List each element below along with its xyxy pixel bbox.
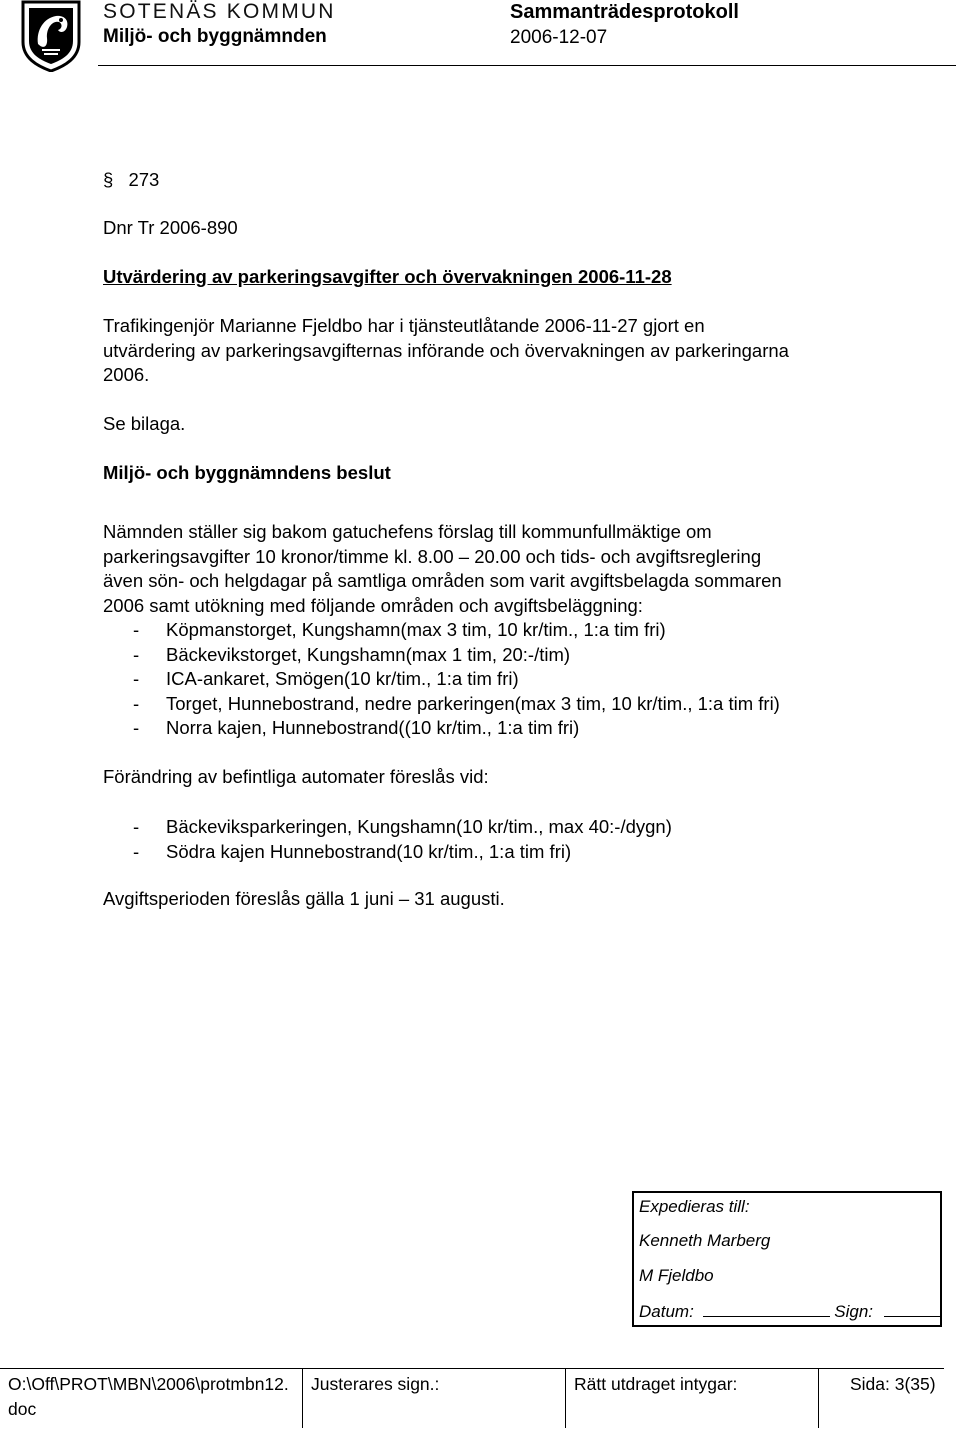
diary-number: Dnr Tr 2006-890 [103, 217, 238, 238]
page-footer [0, 1368, 960, 1430]
list-dash: - [133, 816, 140, 837]
dispatch-box [632, 1191, 942, 1327]
municipal-coat-of-arms-icon [20, 0, 82, 72]
paragraph-symbol: § [103, 169, 114, 190]
list-item-text: Köpmanstorget, Kungshamn(max 3 tim, 10 kr/tim., 1:a tim fri) [166, 619, 666, 640]
decision-line: Nämnden ställer sig bakom gatuchefens förslag till kommunfullmäktige om [103, 521, 712, 542]
footer-top-border [0, 1368, 944, 1369]
intro-line: utvärdering av parkeringsavgifternas införande och övervakningen av parkeringarna [103, 339, 789, 361]
verify-signature-label: Justerares sign.: [311, 1374, 440, 1394]
change-heading: Förändring av befintliga automater föreslås vid: [103, 766, 489, 787]
fee-period: Avgiftsperioden föreslås gälla 1 juni – 31 augusti. [103, 888, 505, 909]
file-path-line: doc [8, 1399, 37, 1419]
section-title: Utvärdering av parkeringsavgifter och övervakningen 2006-11-28 [103, 266, 672, 287]
dispatch-heading: Expedieras till: [639, 1197, 750, 1216]
list-dash: - [133, 717, 140, 738]
meeting-date: 2006-12-07 [510, 27, 608, 48]
list-item-text: Bäckeviksparkeringen, Kungshamn(10 kr/tim., max 40:-/dygn) [166, 816, 672, 837]
footer-divider [818, 1368, 819, 1428]
header-divider [98, 65, 956, 66]
list-dash: - [133, 668, 140, 689]
date-label: Datum: [639, 1302, 694, 1321]
section-number-value: 273 [128, 169, 160, 190]
decision-heading: Miljö- och byggnämndens beslut [103, 462, 391, 483]
dispatch-signoff-row [639, 1300, 940, 1322]
list-dash: - [133, 692, 140, 714]
decision-paragraph [103, 520, 782, 618]
footer-divider [302, 1368, 303, 1428]
section-number [103, 168, 159, 193]
dispatch-recipient: M Fjeldbo [639, 1266, 714, 1285]
list-item-text: Torget, Hunnebostrand, nedre parkeringen(max 3 tim, 10 kr/tim., 1:a tim fri) [166, 692, 780, 714]
date-line [703, 1300, 830, 1317]
department-name: Miljö- och byggnämnden [103, 26, 327, 47]
list-dash: - [133, 619, 140, 640]
list-item-text: Norra kajen, Hunnebostrand((10 kr/tim., 1:a tim fri) [166, 717, 580, 738]
footer-divider [565, 1368, 566, 1428]
list-dash: - [133, 840, 140, 862]
dispatch-recipient: Kenneth Marberg [639, 1231, 771, 1250]
intro-line: 2006. [103, 364, 150, 385]
sign-line [884, 1300, 940, 1317]
sign-label: Sign: [834, 1302, 874, 1321]
list-dash: - [133, 643, 140, 665]
page-number: Sida: 3(35) [850, 1374, 936, 1394]
certify-extract-label: Rätt utdraget intygar: [574, 1374, 738, 1394]
file-path-line: O:\Off\PROT\MBN\2006\protmbn12. [8, 1374, 289, 1394]
organization-name: SOTENÄS KOMMUN [103, 0, 336, 23]
intro-line: Trafikingenjör Marianne Fjeldbo har i tjänsteutlåtande 2006-11-27 gjort en [103, 315, 705, 336]
decision-line: parkeringsavgifter 10 kronor/timme kl. 8.00 – 20.00 och tids- och avgiftsreglering [103, 545, 762, 567]
decision-line: även sön- och helgdagar på samtliga områden som varit avgiftsbelagda sommaren [103, 570, 782, 591]
document-type: Sammanträdesprotokoll [510, 1, 739, 23]
file-path [8, 1372, 289, 1422]
decision-line: 2006 samt utökning med följande områden och avgiftsbeläggning: [103, 594, 643, 616]
see-attachment: Se bilaga. [103, 413, 186, 434]
intro-paragraph [103, 314, 789, 388]
list-item-text: Södra kajen Hunnebostrand(10 kr/tim., 1:a tim fri) [166, 840, 572, 862]
page-header [0, 0, 960, 70]
list-item-text: ICA-ankaret, Smögen(10 kr/tim., 1:a tim fri) [166, 668, 519, 689]
list-item-text: Bäckevikstorget, Kungshamn(max 1 tim, 20:-/tim) [166, 643, 571, 665]
